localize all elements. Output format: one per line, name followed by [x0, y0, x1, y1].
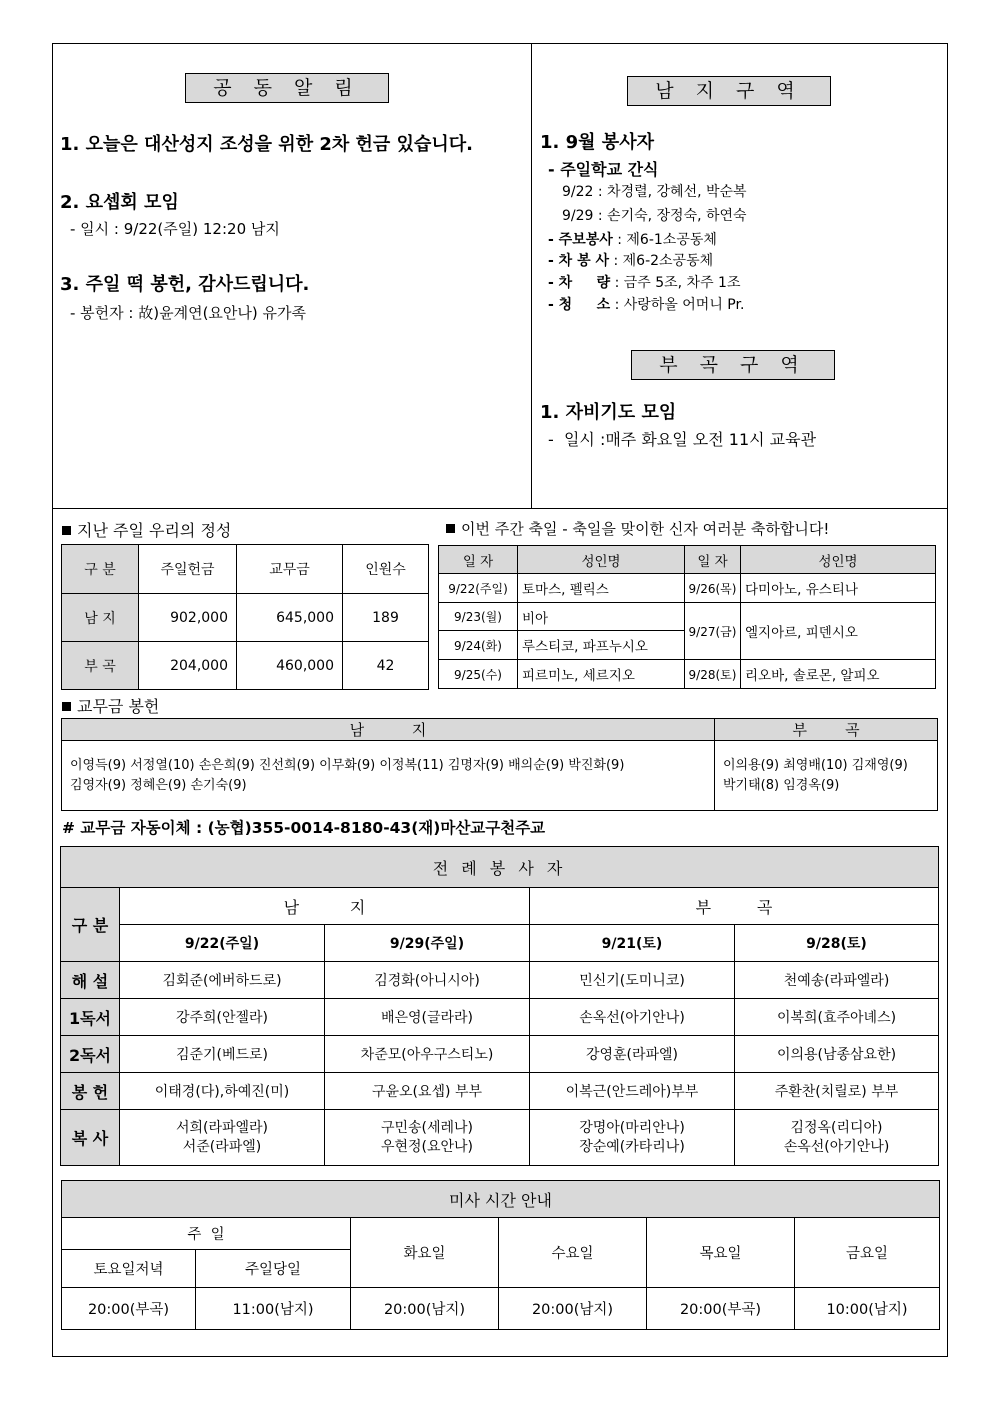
liturgy-cell: 주환찬(치릴로) 부부 — [735, 1073, 939, 1110]
feast-date: 9/28(토) — [685, 660, 741, 689]
duty-2-label: - 차 봉 사 — [548, 253, 610, 269]
liturgy-cell: 천예송(라파엘라) — [735, 962, 939, 999]
bugok-detail: - 일시 :매주 화요일 오전 11시 교육관 — [548, 430, 817, 449]
feast-saints: 엘지아르, 피덴시오 — [741, 603, 936, 660]
mass-time: 20:00(남지) — [499, 1288, 647, 1330]
offering-area: 부 곡 — [62, 642, 139, 690]
liturgy-table — [60, 846, 939, 1166]
duty-3-value: : 금주 5조, 차주 1조 — [614, 275, 741, 291]
bullet-square-icon — [62, 702, 71, 711]
feast-date: 9/23(월) — [439, 603, 518, 631]
duty-2 — [548, 250, 713, 270]
liturgy-cell: 민신기(도미니코) — [530, 962, 735, 999]
tithe-bugok-line-2: 박기태(8) 임경옥(9) — [723, 777, 840, 793]
tithe-table — [61, 718, 938, 811]
feast-section — [446, 518, 829, 539]
tithe-account: # 교무금 자동이체 : (농협)355-0014-8180-43(재)마산교구천주교 — [62, 819, 546, 837]
altar-server-2: 장순예(카타리나) — [579, 1138, 685, 1155]
feast-date: 9/27(금) — [685, 603, 741, 660]
mass-header: 목요일 — [647, 1218, 795, 1288]
offering-sunday: 902,000 — [139, 594, 237, 642]
feast-date: 9/25(수) — [439, 660, 518, 689]
liturgy-cell — [120, 1110, 325, 1166]
liturgy-cell — [530, 1110, 735, 1166]
altar-server-2: 손옥선(아기안나) — [783, 1138, 890, 1155]
liturgy-namji-label: 남 지 — [120, 888, 530, 925]
liturgy-cell: 손옥선(아기안나) — [530, 999, 735, 1036]
feast-header-date: 일 자 — [439, 546, 518, 574]
column-divider — [531, 43, 532, 509]
altar-server-2: 서준(라파엘) — [182, 1138, 262, 1155]
tithe-bugok-header: 부 곡 — [715, 719, 938, 741]
table-row — [62, 1288, 940, 1330]
mass-time: 20:00(부곡) — [647, 1288, 795, 1330]
feast-saints: 비아 — [518, 603, 685, 631]
bullet-square-icon — [446, 524, 455, 533]
table-row — [439, 660, 936, 689]
offering-header-area: 구 분 — [62, 545, 139, 594]
liturgy-bugok-label: 부 곡 — [530, 888, 939, 925]
tithe-section — [62, 694, 159, 717]
duty-1-label: - 주보봉사 — [548, 232, 613, 248]
offering-header-tithe: 교무금 — [237, 545, 343, 594]
liturgy-role: 1독서 — [61, 999, 120, 1036]
notice-item-3-detail: - 봉헌자 : 故)윤계연(요안나) 유가족 — [70, 304, 306, 322]
tithe-title: 교무금 봉헌 — [77, 697, 160, 716]
tithe-namji-line-1: 이영득(9) 서정열(10) 손은희(9) 진선희(9) 이무화(9) 이정복(11) 김명자(9) 배의순(9) 박진화(9) — [70, 757, 625, 773]
duty-1-value: : 제6-1소공동체 — [617, 232, 717, 248]
namji-area-title: 남 지 구 역 — [627, 76, 831, 106]
duty-4-value: : 사랑하올 어머니 Pr. — [614, 297, 745, 313]
bugok-heading: 1. 자비기도 모임 — [540, 402, 677, 423]
mass-header: 수요일 — [499, 1218, 647, 1288]
mass-table — [61, 1180, 940, 1330]
table-row — [439, 574, 936, 603]
liturgy-cell: 김준기(베드로) — [120, 1036, 325, 1073]
section-divider — [52, 508, 948, 509]
offering-header-count: 인원수 — [343, 545, 429, 594]
tithe-namji-line-2: 김영자(9) 정혜은(9) 손기숙(9) — [70, 777, 247, 793]
namji-heading: 1. 9월 봉사자 — [540, 132, 654, 153]
liturgy-role: 2독서 — [61, 1036, 120, 1073]
offering-header-sunday: 주일헌금 — [139, 545, 237, 594]
bugok-area-title: 부 곡 구 역 — [631, 350, 835, 380]
liturgy-cell: 김경화(아니시아) — [325, 962, 530, 999]
offering-area: 남 지 — [62, 594, 139, 642]
tithe-bugok-names — [715, 741, 938, 811]
common-notice-title: 공 동 알 림 — [185, 73, 389, 103]
mass-time: 20:00(부곡) — [62, 1288, 196, 1330]
feast-saints: 다미아노, 유스티나 — [741, 574, 936, 603]
offering-section — [62, 518, 231, 541]
altar-server-1: 김정옥(리디아) — [790, 1119, 883, 1136]
mass-header: 금요일 — [795, 1218, 940, 1288]
liturgy-cell — [735, 1110, 939, 1166]
liturgy-role: 복 사 — [61, 1110, 120, 1166]
offering-table — [61, 544, 429, 690]
tithe-namji-names — [62, 741, 715, 811]
mass-time: 11:00(남지) — [196, 1288, 351, 1330]
liturgy-cell: 강주희(안젤라) — [120, 999, 325, 1036]
table-row — [61, 1073, 939, 1110]
altar-server-1: 구민송(세레나) — [380, 1119, 474, 1136]
table-row — [61, 962, 939, 999]
tithe-namji-header: 남 지 — [62, 719, 715, 741]
mass-header: 주일당일 — [196, 1250, 351, 1288]
feast-saints: 피르미노, 세르지오 — [518, 660, 685, 689]
feast-saints: 루스티코, 파프누시오 — [518, 631, 685, 660]
table-row — [61, 1036, 939, 1073]
liturgy-date: 9/21(토) — [530, 925, 735, 962]
offering-tithe: 645,000 — [237, 594, 343, 642]
liturgy-cell: 이복희(효주아녜스) — [735, 999, 939, 1036]
table-row — [439, 603, 936, 631]
duty-3-label: - 차 량 — [548, 275, 611, 291]
notice-item-3: 3. 주일 떡 봉헌, 감사드립니다. — [60, 274, 310, 295]
namji-sub-heading: - 주일학교 간식 — [548, 160, 659, 179]
duty-4 — [548, 294, 744, 314]
liturgy-cell: 김회준(에버하드로) — [120, 962, 325, 999]
offering-title: 지난 주일 우리의 정성 — [77, 521, 232, 540]
liturgy-title: 전 례 봉 사 자 — [61, 847, 939, 888]
snack-line-1: 9/22 : 차경렬, 강혜선, 박순복 — [562, 184, 747, 200]
liturgy-cell: 강영훈(라파엘) — [530, 1036, 735, 1073]
table-row — [62, 594, 429, 642]
duty-4-label: - 청 소 — [548, 297, 611, 313]
altar-server-1: 서희(라파엘라) — [175, 1119, 269, 1136]
duty-1 — [548, 229, 717, 249]
bullet-square-icon — [62, 526, 71, 535]
altar-server-1: 강명아(마리안나) — [579, 1119, 685, 1136]
feast-header-saints-2: 성인명 — [741, 546, 936, 574]
feast-saints: 토마스, 펠릭스 — [518, 574, 685, 603]
liturgy-cell: 이태경(다),하예진(미) — [120, 1073, 325, 1110]
notice-item-2-detail: - 일시 : 9/22(주일) 12:20 남지 — [70, 220, 280, 238]
feast-header-saints: 성인명 — [518, 546, 685, 574]
liturgy-cell: 차준모(아우구스티노) — [325, 1036, 530, 1073]
liturgy-cell: 이복근(안드레아)부부 — [530, 1073, 735, 1110]
tithe-bugok-line-1: 이의용(9) 최영배(10) 김재영(9) — [723, 757, 908, 773]
duty-3 — [548, 272, 741, 292]
snack-line-2: 9/29 : 손기숙, 장정숙, 하연숙 — [562, 208, 747, 224]
feast-saints: 리오바, 솔로몬, 알피오 — [741, 660, 936, 689]
table-row — [62, 642, 429, 690]
feast-table — [438, 545, 936, 689]
liturgy-cell: 배은영(글라라) — [325, 999, 530, 1036]
notice-item-1: 1. 오늘은 대산성지 조성을 위한 2차 헌금 있습니다. — [60, 134, 473, 155]
liturgy-cell: 이의용(남종삼요한) — [735, 1036, 939, 1073]
altar-server-2: 우현정(요안나) — [380, 1138, 474, 1155]
liturgy-role: 봉 헌 — [61, 1073, 120, 1110]
mass-time: 20:00(남지) — [351, 1288, 499, 1330]
mass-title: 미사 시간 안내 — [62, 1181, 940, 1218]
feast-title: 이번 주간 축일 - 축일을 맞이한 신자 여러분 축하합니다! — [461, 520, 830, 538]
liturgy-cell — [325, 1110, 530, 1166]
mass-header: 토요일저녁 — [62, 1250, 196, 1288]
offering-sunday: 204,000 — [139, 642, 237, 690]
feast-date: 9/26(목) — [685, 574, 741, 603]
liturgy-role: 해 설 — [61, 962, 120, 999]
notice-item-2: 2. 요셉회 모임 — [60, 192, 179, 213]
mass-header: 화요일 — [351, 1218, 499, 1288]
liturgy-cell: 구윤오(요셉) 부부 — [325, 1073, 530, 1110]
table-row — [61, 999, 939, 1036]
feast-header-date-2: 일 자 — [685, 546, 741, 574]
mass-time: 10:00(남지) — [795, 1288, 940, 1330]
offering-tithe: 460,000 — [237, 642, 343, 690]
mass-sunday-label: 주 일 — [62, 1218, 351, 1250]
liturgy-date: 9/29(주일) — [325, 925, 530, 962]
duty-2-value: : 제6-2소공동체 — [613, 253, 714, 269]
liturgy-category-label: 구 분 — [61, 888, 120, 962]
liturgy-date: 9/22(주일) — [120, 925, 325, 962]
offering-count: 189 — [343, 594, 429, 642]
feast-date: 9/24(화) — [439, 631, 518, 660]
offering-count: 42 — [343, 642, 429, 690]
feast-date: 9/22(주일) — [439, 574, 518, 603]
liturgy-date: 9/28(토) — [735, 925, 939, 962]
table-row — [61, 1110, 939, 1166]
